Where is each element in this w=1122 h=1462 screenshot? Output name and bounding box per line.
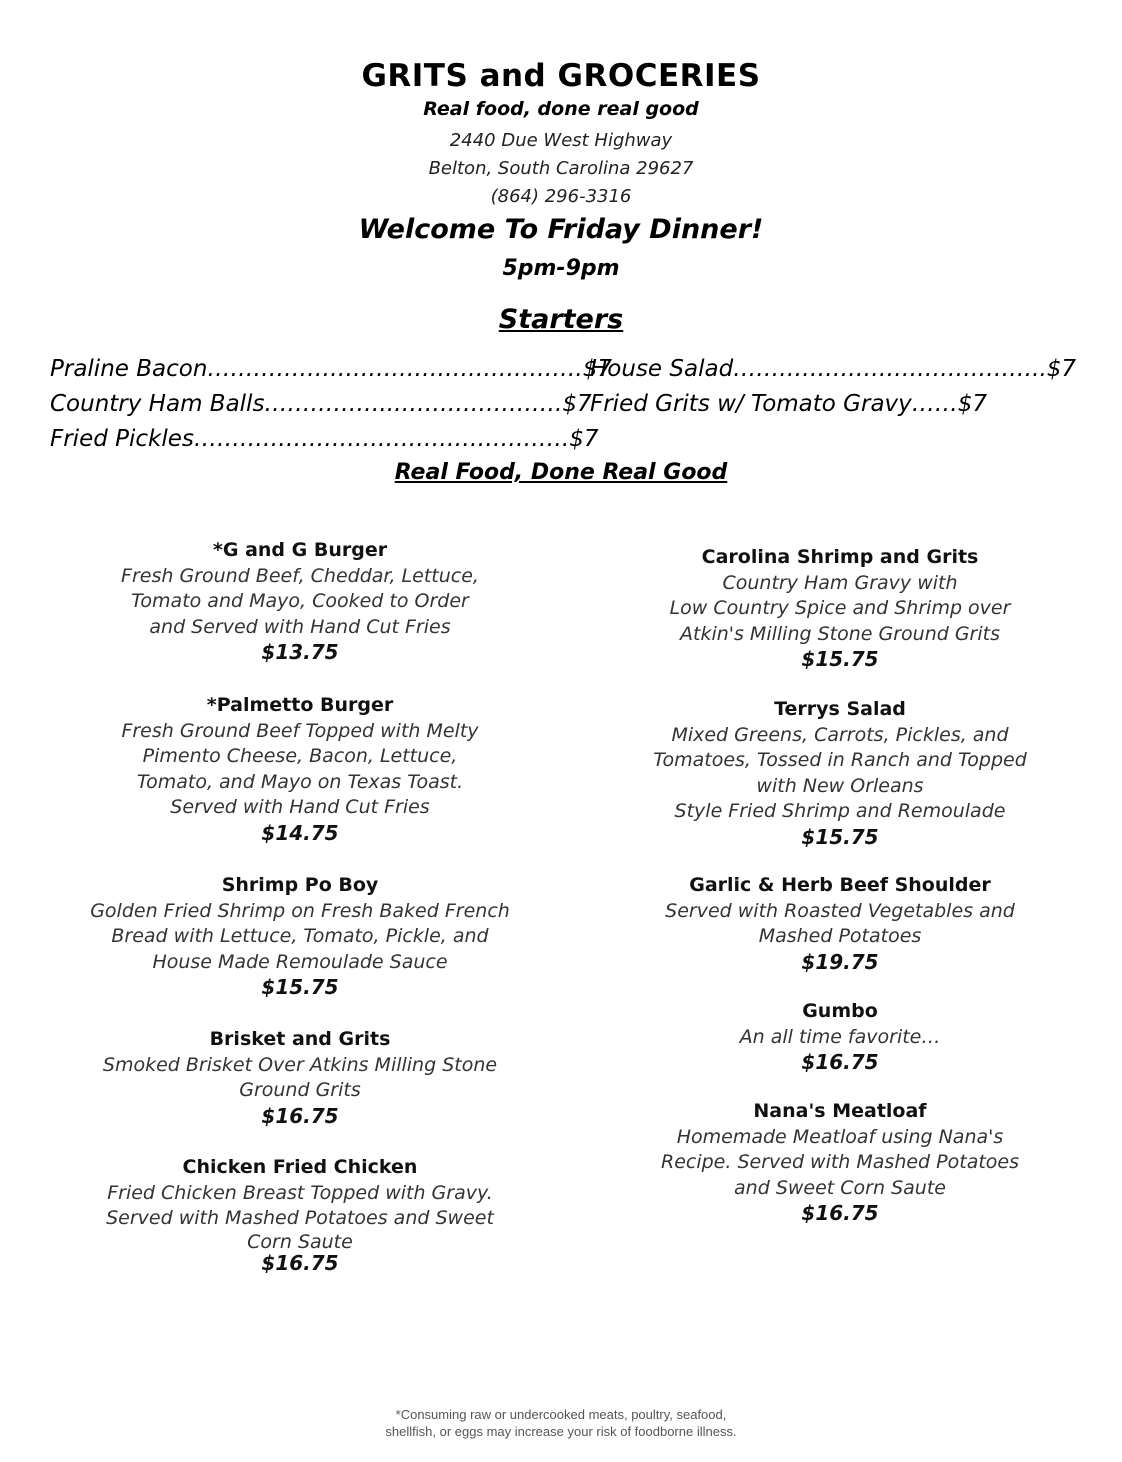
address-line-2: Belton, South Carolina 29627 <box>428 158 694 179</box>
entree-description: and Served with Hand Cut Fries <box>149 615 451 638</box>
entree-description: Served with Hand Cut Fries <box>170 796 430 818</box>
entree-description: Mashed Potatoes <box>758 925 922 947</box>
entree-description: Style Fried Shrimp and Remoulade <box>674 800 1006 822</box>
entree-item <box>610 697 1070 850</box>
entree-description: Homemade Meatloaf using Nana's <box>676 1125 1004 1148</box>
tagline: Real food, done real good <box>423 98 699 120</box>
food-safety-disclaimer <box>0 1406 1122 1440</box>
address-line-1: 2440 Due West Highway <box>449 130 673 151</box>
entree-description: Country Ham Gravy with <box>722 571 958 594</box>
entree-name: Chicken Fried Chicken <box>182 1156 418 1178</box>
entree-description: Pimento Cheese, Bacon, Lettuce, <box>142 745 458 767</box>
entree-name: Garlic & Herb Beef Shoulder <box>689 874 991 896</box>
welcome-heading: Welcome To Friday Dinner! <box>358 214 764 245</box>
starter-item: Country Ham Balls……………..………………….$7 <box>50 391 592 417</box>
entree-item <box>610 1099 1070 1227</box>
entree-description: with New Orleans <box>756 774 924 797</box>
disclaimer-line: shellfish, or eggs may increase your risk of foodborne illness. <box>385 1424 737 1439</box>
entree-name: Shrimp Po Boy <box>221 874 379 896</box>
entree-description: Tomatoes, Tossed in Ranch and Topped <box>653 749 1027 771</box>
entree-description: Ground Grits <box>239 1079 361 1101</box>
starter-item: Fried Pickles………………………………………….$7 <box>50 426 599 452</box>
entree-description: Fresh Ground Beef Topped with Melty <box>121 719 479 742</box>
entree-name: *Palmetto Burger <box>206 694 394 716</box>
entree-name: *G and G Burger <box>212 539 388 561</box>
entree-price: $15.75 <box>801 824 879 849</box>
entree-description: Bread with Lettuce, Tomato, Pickle, and <box>111 925 489 947</box>
entree-price: $14.75 <box>261 820 339 845</box>
entree-price: $15.75 <box>801 647 879 671</box>
entree-description: Golden Fried Shrimp on Fresh Baked French <box>90 899 510 922</box>
entree-description: Corn Saute <box>247 1230 353 1253</box>
entree-description: Tomato and Mayo, Cooked to Order <box>131 590 469 612</box>
entree-name: Nana's Meatloaf <box>753 1100 927 1122</box>
restaurant-title: GRITS and GROCERIES <box>361 58 761 94</box>
entree-description: Tomato, and Mayo on Texas Toast. <box>136 770 464 793</box>
entree-description: Recipe. Served with Mashed Potatoes <box>661 1151 1019 1173</box>
entree-item <box>70 693 530 846</box>
entree-description: Served with Roasted Vegetables and <box>665 899 1015 922</box>
entree-price: $13.75 <box>261 640 339 664</box>
entree-price: $16.75 <box>801 1050 879 1074</box>
entree-description: An all time favorite… <box>739 1025 941 1048</box>
entree-price: $19.75 <box>801 949 879 974</box>
starter-item: House Salad…………………………………..$7 <box>590 356 1077 382</box>
disclaimer-line: *Consuming raw or undercooked meats, poultry, seafood, <box>395 1407 727 1422</box>
entree-name: Brisket and Grits <box>209 1028 391 1050</box>
entree-item <box>610 873 1070 975</box>
starter-item: Praline Bacon………………………………………….$7 <box>50 356 612 382</box>
entree-name: Carolina Shrimp and Grits <box>701 546 979 568</box>
entree-item <box>70 538 530 666</box>
hours: 5pm-9pm <box>502 256 620 281</box>
entree-price: $16.75 <box>261 1250 339 1275</box>
entree-description: Served with Mashed Potatoes and Sweet <box>106 1207 494 1229</box>
entree-description: and Sweet Corn Saute <box>734 1176 946 1199</box>
entree-item <box>70 873 530 1001</box>
entree-name: Terrys Salad <box>774 698 906 720</box>
starters-heading: Starters <box>498 304 624 335</box>
entree-description: Atkin's Milling Stone Ground Grits <box>680 622 1000 645</box>
entree-description: Mixed Greens, Carrots, Pickles, and <box>671 723 1009 746</box>
entree-item <box>70 1155 530 1274</box>
starter-item: Fried Grits w/ Tomato Gravy……$7 <box>590 391 988 417</box>
entree-description: Low Country Spice and Shrimp over <box>669 597 1011 619</box>
entree-description: House Made Remoulade Sauce <box>152 950 448 973</box>
entree-price: $15.75 <box>261 975 339 999</box>
entree-item <box>70 1027 530 1129</box>
slogan-heading: Real Food, Done Real Good <box>394 460 728 485</box>
entree-name: Gumbo <box>802 1000 878 1022</box>
entree-description: Fried Chicken Breast Topped with Gravy. <box>107 1181 493 1204</box>
entree-description: Fresh Ground Beef, Cheddar, Lettuce, <box>121 564 479 587</box>
entree-item <box>610 545 1070 673</box>
entree-price: $16.75 <box>261 1103 339 1128</box>
entree-description: Smoked Brisket Over Atkins Milling Stone <box>102 1053 498 1076</box>
entree-price: $16.75 <box>801 1201 879 1225</box>
entree-item <box>610 999 1070 1076</box>
phone-number: (864) 296-3316 <box>490 186 632 207</box>
